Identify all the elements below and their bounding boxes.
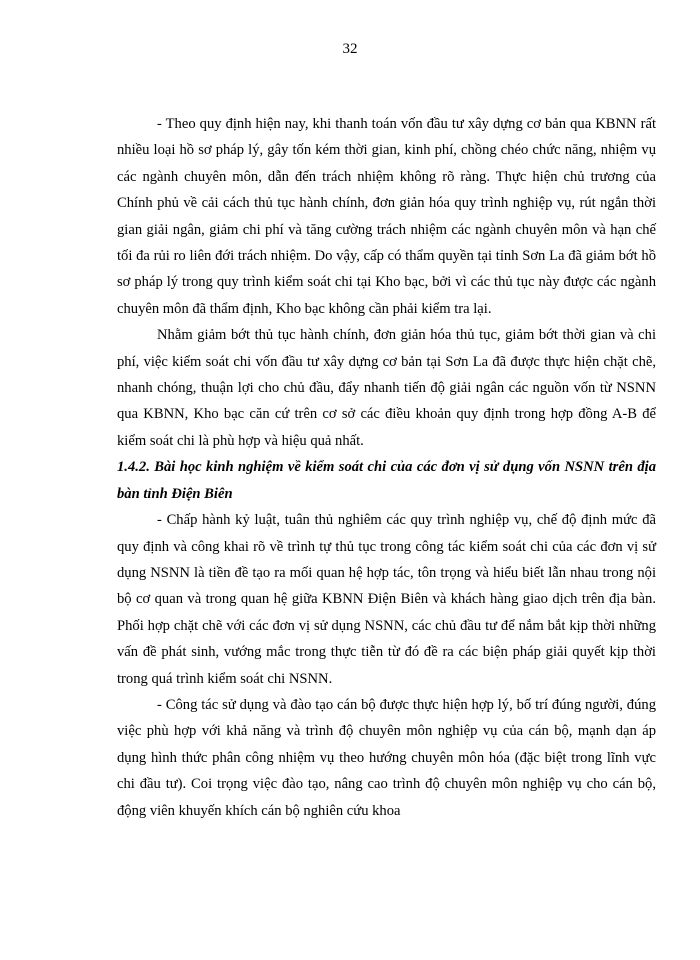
paragraph-son-la-procedures: - Theo quy định hiện nay, khi thanh toán vốn đầu tư xây dựng cơ bản qua KBNN rất nhiều loại hồ sơ pháp lý, gây tốn kém thời gian, kinh phí, chồng chéo chức năng, nhiệm vụ các ngành chuyên môn, dẫn đến trách nhiệm không rõ ràng. Thực hiện chủ trương của Chính phủ về cải cách thủ tục hành chính, đơn giản hóa quy trình nghiệp vụ, rút ngắn thời gian giải ngân, giảm chi phí và tăng cường trách nhiệm các ngành chuyên môn và hạn chế tối đa rủi ro liên đới trách nhiệm. Do vậy, cấp có thẩm quyền tại tỉnh Sơn La đã giảm bớt hồ sơ pháp lý trong quy trình kiểm soát chi tại Kho bạc, bởi vì các thủ tục này được các ngành chuyên môn đã thẩm định, Kho bạc không cần phải kiểm tra lại.: [117, 116, 656, 317]
page-body: [117, 111, 656, 824]
page-number: 32: [342, 41, 358, 57]
paragraph-son-la-simplification: Nhằm giảm bớt thủ tục hành chính, đơn giản hóa thủ tục, giảm bớt thời gian và chi phí, việc kiểm soát chi vốn đầu tư xây dựng cơ bản tại Sơn La đã được thực hiện chặt chẽ, nhanh chóng, thuận lợi cho chủ đầu, đẩy nhanh tiến độ giải ngân các nguồn vốn từ NSNN qua KBNN, Kho bạc căn cứ trên cơ sở các điều khoản quy định trong hợp đồng A-B để kiểm soát chi là phù hợp và hiệu quả nhất.: [117, 327, 656, 449]
paragraph-dien-bien-discipline: - Chấp hành kỷ luật, tuân thủ nghiêm các quy trình nghiệp vụ, chế độ định mức đã quy định và công khai rõ về trình tự thủ tục trong công tác kiểm soát chi của các đơn vị sử dụng NSNN là tiền đề tạo ra mối quan hệ hợp tác, tôn trọng và hiểu biết lẫn nhau trong nội bộ cơ quan và trong quan hệ giữa KBNN Điện Biên và khách hàng giao dịch trên địa bàn. Phối hợp chặt chẽ với các đơn vị sử dụng NSNN, các chủ đầu tư để nắm bắt kịp thời những vấn đề phát sinh, vướng mắc trong thực tiễn từ đó đề ra các biện pháp giải quyết kịp thời trong quá trình kiểm soát chi NSNN.: [117, 512, 656, 687]
paragraph-dien-bien-training: - Công tác sử dụng và đào tạo cán bộ được thực hiện hợp lý, bố trí đúng người, đúng việc phù hợp với khả năng và trình độ chuyên môn nghiệp vụ của cán bộ, mạnh dạn áp dụng hình thức phân công nhiệm vụ theo hướng chuyên môn hóa (đặc biệt trong lĩnh vực chi đầu tư). Coi trọng việc đào tạo, nâng cao trình độ chuyên môn nghiệp vụ cho cán bộ, động viên khuyến khích cán bộ nghiên cứu khoa: [117, 696, 656, 819]
section-heading-1-4-2: 1.4.2. Bài học kinh nghiệm về kiểm soát chi của các đơn vị sử dụng vốn NSNN trên địa bàn tỉnh Điện Biên: [117, 459, 656, 502]
